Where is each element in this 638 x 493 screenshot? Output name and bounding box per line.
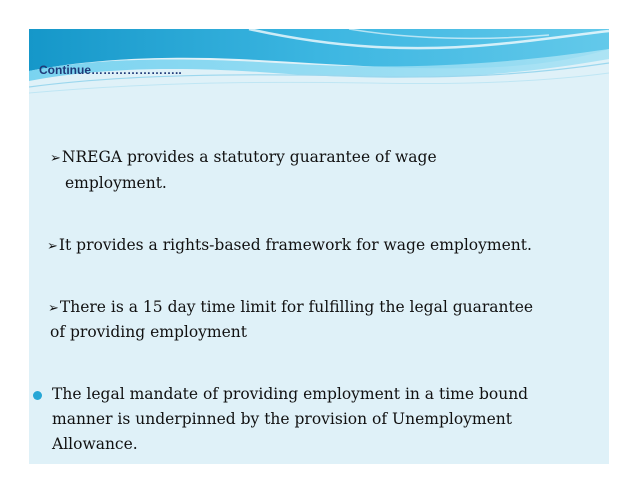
bullet-point (47, 234, 532, 258)
point-line: manner is underpinned by the provision of Unemployment (52, 410, 512, 428)
point-line: NREGA provides a statutory guarantee of wage (61, 148, 437, 166)
point-line: of providing employment (50, 323, 248, 341)
point-line: There is a 15 day time limit for fulfilling the legal guarantee (59, 298, 534, 316)
arrow-bullet-icon: ➢ (48, 301, 59, 316)
bullet-point-continuation (50, 321, 247, 344)
point-line: It provides a rights-based framework for wage employment. (58, 236, 532, 254)
point-line: Allowance. (52, 435, 138, 453)
bullet-point (48, 296, 533, 320)
bullet-point-continuation (65, 172, 167, 195)
bullet-point (52, 383, 528, 406)
slide-title: Continue………………….. (39, 63, 182, 77)
point-line: The legal mandate of providing employment in a time bound (52, 385, 529, 403)
arrow-bullet-icon: ➢ (50, 151, 61, 166)
point-line: employment. (65, 174, 167, 192)
arrow-bullet-icon: ➢ (47, 239, 58, 254)
bullet-point (50, 146, 437, 170)
bullet-point-continuation (52, 433, 138, 456)
bullet-point-continuation (52, 408, 512, 431)
round-bullet-icon (33, 391, 42, 400)
